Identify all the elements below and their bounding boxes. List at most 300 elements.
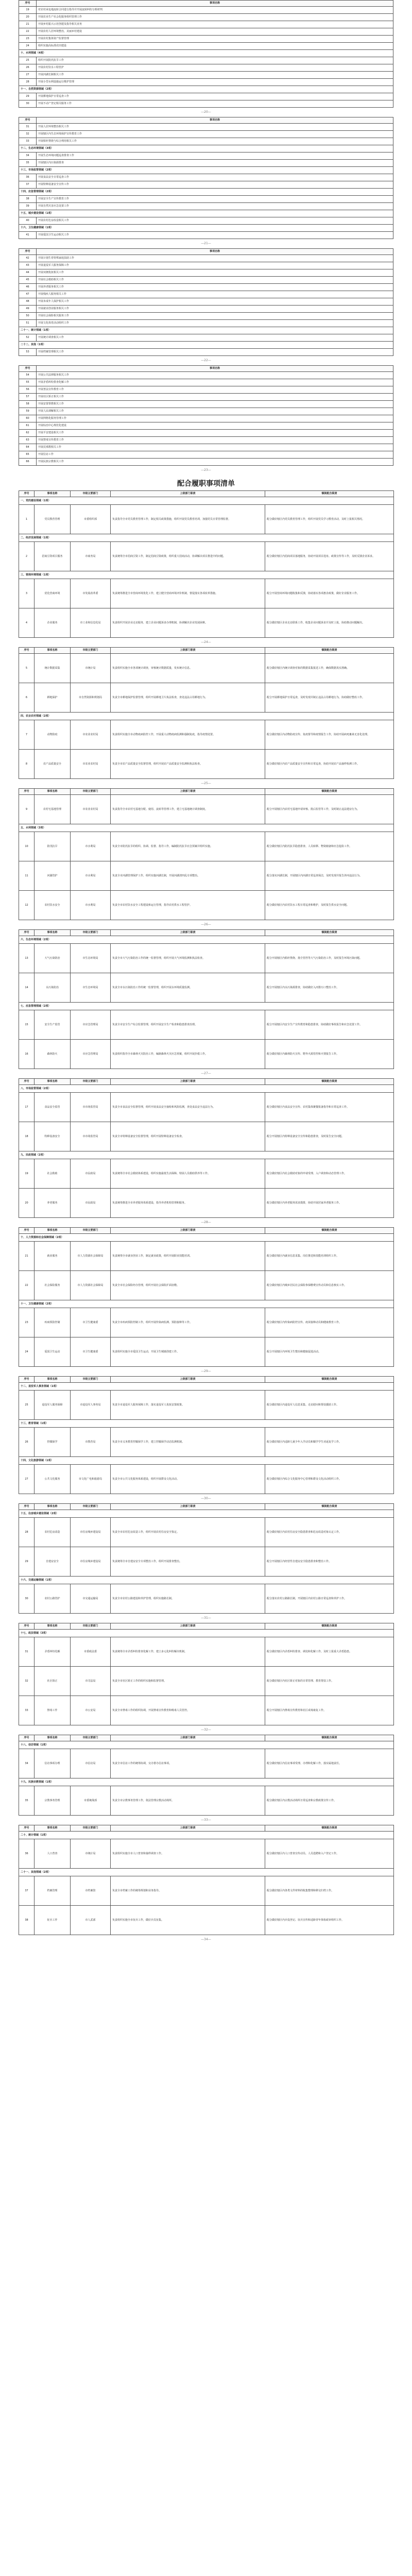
row-town-duty: 配合做好辖区内矛盾纠纷排查、调处和化解工作，及时上报重大矛盾隐患。 [265, 1637, 394, 1667]
row-number: 8 [19, 750, 35, 779]
detail-page [0, 1078, 412, 1227]
item-name: 开展残疾人服务相关工作 [37, 291, 393, 298]
header-name: 事项名称 [35, 1825, 71, 1832]
header-seq: 序号 [19, 1, 37, 7]
section-heading: 二、经济发展领域（1项） [19, 534, 394, 542]
item-name: 开展安置帮教相关工作 [37, 401, 393, 408]
header-dept: 市级主要部门 [71, 930, 111, 936]
detail-table [19, 1227, 394, 1367]
row-town-duty: 配合开展辖区内特种设备安全宣传和隐患排查，及时报告安全问题。 [265, 1122, 394, 1151]
row-name: 爱国卫生运动 [35, 1337, 71, 1367]
row-dept: 市统计局 [71, 654, 111, 683]
item-name: 开展平安建设相关工作 [37, 430, 393, 437]
row-superior-duty: 负责统筹全市自建房安全专项整治工作，组织开展排查整治。 [111, 1547, 265, 1577]
row-superior-duty: 负责全市退役军人服务保障工作，落实退役军人优抚安置政策。 [111, 1391, 265, 1420]
header-dept: 市级主要部门 [71, 789, 111, 795]
row-dept: 市自然资源和规划局 [71, 683, 111, 713]
section-heading: 十四、应急管理领域（2项） [19, 189, 393, 196]
item-name: 开展辖区内污染源排查 [37, 160, 393, 167]
list-title: 配合履职事项清单 [177, 480, 235, 488]
item-number: 22 [19, 28, 37, 36]
row-town-duty: 配合开展营商环境问题收集和反馈，协助落实各项惠企政策，做好企业服务工作。 [265, 579, 394, 608]
item-number: 32 [19, 131, 37, 138]
row-name: 自建房安全 [35, 1547, 71, 1577]
header-town: 镇街配合职责 [265, 648, 394, 654]
item-name: 开展农村集体资产监督管理 [37, 36, 393, 43]
item-name: 开展秸秆禁烧与综合利用相关工作 [37, 138, 393, 145]
page-number: —23— [201, 468, 211, 472]
header-seq: 序号 [19, 1377, 35, 1383]
row-town-duty: 配合做好辖区内综合文化服务中心管理和群众文化活动组织工作。 [265, 1465, 394, 1494]
header-name: 事项名称 [35, 491, 71, 497]
header-superior: 上级部门职责 [111, 930, 265, 936]
row-name: 档案管理 [35, 1876, 71, 1906]
section-heading: 八、市场监管领域（2项） [19, 1085, 394, 1093]
header-town: 镇街配合职责 [265, 930, 394, 936]
row-number: 34 [19, 1749, 35, 1778]
row-superior-duty: 负责全市社区矫正工作的组织实施和监督管理。 [111, 1667, 265, 1696]
row-number: 3 [19, 579, 35, 608]
row-dept: 市卫生健康委 [71, 1308, 111, 1337]
header-seq: 序号 [19, 789, 35, 795]
item-name: 开展人民调解相关工作 [37, 408, 393, 415]
row-dept: 市统计局 [71, 1839, 111, 1869]
section-heading: 六、生态环境领域（2项） [19, 936, 394, 944]
item-table [19, 248, 393, 356]
detail-table [19, 1376, 394, 1494]
row-name: 水污染防治 [35, 973, 71, 1003]
header-name: 事项名称 [35, 930, 71, 936]
row-superior-duty: 负责全市安全生产综合监督管理，组织开展安全生产检查和隐患排查治理。 [111, 1010, 265, 1040]
item-name: 开展农村饮水工程管护 [37, 64, 393, 72]
section-heading: 七、应急管理领域（2项） [19, 1003, 394, 1010]
row-number: 31 [19, 1637, 35, 1667]
row-number: 24 [19, 1337, 35, 1367]
header-town: 镇街配合职责 [265, 1079, 394, 1085]
item-name: 开展未成年人保护相关工作 [37, 298, 393, 306]
row-superior-duty: 负责全市河湖管理保护工作，组织实施河湖长制，开展河湖清四乱专项整治。 [111, 861, 265, 891]
detail-page [0, 1623, 412, 1735]
row-name: 宗教事务管理 [35, 1786, 71, 1816]
page-number: —31— [201, 1616, 211, 1620]
header-town: 镇街配合职责 [265, 1825, 394, 1832]
header-seq: 序号 [19, 1623, 35, 1630]
item-number: 25 [19, 57, 37, 64]
list-page [0, 0, 412, 117]
item-number: 33 [19, 138, 37, 145]
row-name: 控辍保学 [35, 1428, 71, 1457]
header-name: 事项名称 [35, 1079, 71, 1085]
row-superior-duty: 负责统筹推进全市营商环境优化工作，建立健全营商环境评价机制，督促落实各项改革措施。 [111, 579, 265, 608]
row-number: 5 [19, 654, 35, 683]
row-superior-duty: 负责全市信访工作的统筹协调，交办督办信访事项。 [111, 1749, 265, 1778]
item-name: 开展自然灾害应急处置工作 [37, 203, 393, 210]
row-dept: 市人力资源社会保障局 [71, 1242, 111, 1271]
item-number: 66 [19, 459, 37, 466]
header-superior: 上级部门职责 [111, 648, 265, 654]
row-town-duty: 配合做好辖区内动物防疫宣传、免疫督导和疫情报告工作，协助开展病死畜禽无害化处理。 [265, 720, 394, 750]
item-name: 开展食品安全日常巡查工作 [37, 174, 393, 181]
item-name: 开展公共法律服务相关工作 [37, 372, 393, 379]
row-number: 21 [19, 1242, 35, 1271]
header-dept: 市级主要部门 [71, 1079, 111, 1085]
row-number: 4 [19, 608, 35, 638]
page-number: —24— [201, 640, 211, 644]
header-seq: 序号 [19, 491, 35, 497]
row-number: 1 [19, 505, 35, 534]
section-heading: 二十一、其他领域（2项） [19, 1869, 394, 1876]
item-number: 24 [19, 43, 37, 50]
item-number: 26 [19, 64, 37, 72]
row-superior-duty: 负责全市义务教育控辍保学工作，建立控辍保学动态监测机制。 [111, 1428, 265, 1457]
item-number: 46 [19, 284, 37, 291]
header-name: 事项名称 [35, 648, 71, 654]
item-name: 开展退役军人服务保障工作 [37, 262, 393, 269]
row-town-duty: 配合做好辖区内农产品质量安全宣传和日常巡查，协助开展农产品抽样检测工作。 [265, 750, 394, 779]
section-heading: 十三、教育领域（1项） [19, 1420, 394, 1428]
row-number: 37 [19, 1876, 35, 1906]
detail-page [0, 1227, 412, 1376]
row-town-duty: 配合做好辖区内信访事项受理、办理和化解工作，落实属地责任。 [265, 1749, 394, 1778]
item-number: 37 [19, 181, 37, 189]
row-superior-duty: 负责全市农村危房改造工作，组织开展农村住房安全鉴定。 [111, 1518, 265, 1547]
row-name: 征兵工作 [35, 1906, 71, 1935]
header-name: 事项名称 [35, 1623, 71, 1630]
row-number: 26 [19, 1428, 35, 1457]
item-number: 49 [19, 306, 37, 313]
section-heading: 十六、卫生健康领域（1项） [19, 225, 393, 232]
row-number: 27 [19, 1465, 35, 1494]
item-number: 20 [19, 14, 37, 21]
header-name: 事项名称 [35, 1504, 71, 1510]
item-number: 48 [19, 298, 37, 306]
page-number: —34— [201, 1938, 211, 1941]
row-town-duty: 配合做好辖区内农村饮水工程日常巡查和维护，及时报告供水安全问题。 [265, 891, 394, 920]
header-seq: 序号 [19, 1079, 35, 1085]
item-number: 57 [19, 394, 37, 401]
page-number: —26— [201, 923, 211, 926]
item-name: 开展档案管理相关工作 [37, 349, 393, 356]
row-superior-duty: 负责全市大气污染防治工作的统一监督管理，组织开展大气环境监测和执法检查。 [111, 944, 265, 973]
list-page [0, 117, 412, 248]
item-name: 开展网格化服务管理工作 [37, 415, 393, 422]
row-superior-duty: 负责全市社会保险经办管理，组织开展社会保险扩面征缴。 [111, 1271, 265, 1300]
section-heading: 十九、民族宗教领域（1项） [19, 1778, 394, 1786]
row-number: 15 [19, 1010, 35, 1040]
row-number: 36 [19, 1839, 35, 1869]
header-dept: 市级主要部门 [71, 1735, 111, 1741]
header-superior: 上级部门职责 [111, 1825, 265, 1832]
row-town-duty: 配合做好辖区内退役军人信息采集、走访慰问和帮扶援助工作。 [265, 1391, 394, 1420]
row-superior-duty: 负责组织实施全市爱国卫生运动，开展卫生城镇创建工作。 [111, 1337, 265, 1367]
row-name: 党员教育管理 [35, 505, 71, 534]
section-heading: 十、人力资源和社会保障领域（2项） [19, 1234, 394, 1242]
row-town-duty: 配合做好辖区内人口普查宣传动员、人员选聘和入户登记工作。 [265, 1839, 394, 1869]
row-name: 社区矫正 [35, 1667, 71, 1696]
list-page [0, 248, 412, 365]
row-number: 6 [19, 683, 35, 713]
row-name: 企业服务 [35, 608, 71, 638]
item-number: 45 [19, 277, 37, 284]
item-number: 42 [19, 255, 37, 262]
row-number: 14 [19, 973, 35, 1003]
row-superior-duty: 负责全市耕地保护监督管理，组织开展耕地卫片执法检查，查处违法占用耕地行为。 [111, 683, 265, 713]
row-town-duty: 配合做好辖区内适龄儿童少年入学动员和辍学学生劝返复学工作。 [265, 1428, 394, 1457]
item-table [19, 0, 393, 108]
row-name: 安全生产监管 [35, 1010, 71, 1040]
section-heading: 十七、政法领域（3项） [19, 1630, 394, 1637]
row-name: 动物防疫 [35, 720, 71, 750]
row-name: 就业服务 [35, 1242, 71, 1271]
detail-table [19, 788, 394, 920]
page-number: —32— [201, 1728, 211, 1732]
row-town-duty: 配合做好辖区企业走访联系工作，收集企业问题诉求并及时上报，协助推动问题解决。 [265, 608, 394, 638]
row-dept: 市公安局 [71, 1696, 111, 1725]
header-dept: 市级主要部门 [71, 1228, 111, 1234]
header-seq: 序号 [19, 249, 37, 255]
item-name: 开展就业创业服务相关工作 [37, 306, 393, 313]
row-superior-duty: 负责全市特种设备安全监督管理，组织开展特种设备安全检查。 [111, 1122, 265, 1151]
page-number: —25— [201, 782, 211, 785]
row-superior-duty: 负责全市食品安全监督管理，组织开展食品安全抽检和风险监测，查处食品安全违法行为。 [111, 1093, 265, 1122]
detail-page [0, 929, 412, 1078]
row-number: 9 [19, 795, 35, 824]
item-name: 对农村承包地流转合同进行指导并开展流转纠纷分析研判 [37, 7, 393, 14]
row-town-duty: 配合做好辖区内城乡居民社会保险参保缴费宣传动员和信息核实工作。 [265, 1271, 394, 1300]
section-heading: 二十二、其他（1项） [19, 342, 393, 349]
row-town-duty: 配合开展辖区内秸秆禁烧、扬尘管控等大气污染防治工作，及时报告环境污染问题。 [265, 944, 394, 973]
row-superior-duty: 负责全市公共文化服务体系建设，组织开展群众文化活动。 [111, 1465, 265, 1494]
row-dept: 市人武部 [71, 1906, 111, 1935]
row-town-duty: 配合做好辖区内党员教育管理工作，组织开展党员学习教育活动，及时上报相关情况。 [265, 505, 394, 534]
row-town-duty: 配合开展辖区内水污染源排查，协助做好入河排污口整治工作。 [265, 973, 394, 1003]
row-superior-duty: 负责指导全市党员教育管理工作，制定相关政策措施，组织开展党员教育培训，加强党员日常管理监督。 [111, 505, 265, 534]
row-number: 20 [19, 1189, 35, 1218]
row-number: 38 [19, 1906, 35, 1935]
item-name: 开展农村危房改造相关工作 [37, 217, 393, 225]
header-name: 事项名称 [35, 1377, 71, 1383]
row-superior-duty: 负责组织实施全市征兵工作，做好兵员征集。 [111, 1906, 265, 1935]
detail-page [0, 788, 412, 929]
row-number: 2 [19, 542, 35, 571]
detail-page [0, 1376, 412, 1503]
header-name: 事项名称 [37, 1, 393, 7]
row-town-duty: 配合开展辖区内环境卫生整治和健康促进活动。 [265, 1337, 394, 1367]
row-name: 大气污染防治 [35, 944, 71, 973]
header-superior: 上级部门职责 [111, 1079, 265, 1085]
item-name: 开展特种设备安全宣传工作 [37, 181, 393, 189]
section-heading: 一、党的建设领域（1项） [19, 497, 394, 505]
row-town-duty: 配合开展辖区内安全生产宣传教育和隐患排查，协助做好事故报告和应急处置工作。 [265, 1010, 394, 1040]
row-dept: 市水利局 [71, 891, 111, 920]
row-dept: 市农业农村局 [71, 750, 111, 779]
header-dept: 市级主要部门 [71, 1623, 111, 1630]
section-heading: 十三、市场监管领域（2项） [19, 167, 393, 174]
row-town-duty: 配合做好辖区内社区矫正对象的日常管理、教育帮扶工作。 [265, 1667, 394, 1696]
row-number: 29 [19, 1547, 35, 1577]
row-number: 13 [19, 944, 35, 973]
item-number: 65 [19, 451, 37, 459]
row-number: 25 [19, 1391, 35, 1420]
row-superior-duty: 负责全市农产品质量安全监督管理，组织开展农产品质量安全监测和执法检查。 [111, 750, 265, 779]
section-heading: 十一、自然资源领域（2项） [19, 86, 393, 93]
row-dept: 市民政局 [71, 1159, 111, 1189]
header-town: 镇街配合职责 [265, 1623, 394, 1630]
header-dept: 市级主要部门 [71, 1377, 111, 1383]
row-number: 10 [19, 832, 35, 861]
detail-page [0, 490, 412, 647]
row-dept: 市住房城乡建设局 [71, 1547, 111, 1577]
row-dept: 市委统战部 [71, 1786, 111, 1816]
row-name: 社会保险服务 [35, 1271, 71, 1300]
header-town: 镇街配合职责 [265, 789, 394, 795]
item-number: 43 [19, 262, 37, 269]
page-number: —22— [201, 359, 211, 362]
row-superior-duty: 负责全市防汛抗旱的组织、协调、监督、指导工作，编制防汛抗旱应急预案并组织实施。 [111, 832, 265, 861]
row-superior-duty: 负责组织开展企业走访服务，建立企业问题诉求办理机制，协调解决企业发展困难。 [111, 608, 265, 638]
row-number: 7 [19, 720, 35, 750]
row-town-duty: 配合做好辖区内统计调查对象的数据采集报送工作，确保数据真实准确。 [265, 654, 394, 683]
row-town-duty: 配合开展耕地保护日常巡查，及时发现并制止违法占用耕地行为，协助做好整改工作。 [265, 683, 394, 713]
row-number: 18 [19, 1122, 35, 1151]
page-number: —33— [201, 1818, 211, 1822]
row-town-duty: 配合做好辖区内食品安全宣传、农村集体聚餐报备指导和日常巡查工作。 [265, 1093, 394, 1122]
header-dept: 市级主要部门 [71, 1504, 111, 1510]
item-name: 开展信访工作 [37, 451, 393, 459]
item-number: 30 [19, 100, 37, 108]
row-town-duty: 配合做好辖区内传染病防控宣传、疫苗接种动员和健康教育工作。 [265, 1308, 394, 1337]
row-town-duty: 配合做好辖区内森林防火宣传、野外火源管控和火情报告工作。 [265, 1040, 394, 1069]
row-name: 农村公路管护 [35, 1584, 71, 1614]
row-dept: 市生态环境局 [71, 944, 111, 973]
item-name: 开展普法宣传教育工作 [37, 386, 393, 394]
row-town-duty: 配合落实河湖长制，开展辖区内河湖日常巡查保洁，及时发现并报告涉河违法行为。 [265, 861, 394, 891]
item-name: 开展不动产登记相关服务工作 [37, 100, 393, 108]
row-name: 农村宅基地管理 [35, 795, 71, 824]
item-name: 开展耕地保护日常巡查工作 [37, 93, 393, 100]
header-town: 镇街配合职责 [265, 491, 394, 497]
row-superior-duty: 负责统筹全市招商引资工作，制定招商引资政策，组织重大招商活动，协调解决项目推进中的问题。 [111, 542, 265, 571]
row-dept: 市交通运输局 [71, 1584, 111, 1614]
item-name: 开展统计调查相关工作 [37, 334, 393, 342]
row-name: 养老服务 [35, 1189, 71, 1218]
detail-table [19, 647, 394, 779]
row-town-duty: 配合做好辖区内养老服务需求摸排，协助开展居家养老服务工作。 [265, 1189, 394, 1218]
item-number: 36 [19, 174, 37, 181]
item-name: 开展乡村振兴示范创建及指导相关业务 [37, 21, 393, 28]
section-heading: 十八、信访领域（1项） [19, 1741, 394, 1749]
row-town-duty: 配合做好辖区内就业信息采集、岗位推送和技能培训组织工作。 [265, 1242, 394, 1271]
header-name: 事项名称 [37, 366, 393, 372]
item-name: 开展民族宗教相关工作 [37, 459, 393, 466]
item-number: 47 [19, 291, 37, 298]
section-heading: 十六、交通运输领域（1项） [19, 1577, 394, 1584]
item-number: 44 [19, 269, 37, 277]
page-number: —30— [201, 1497, 211, 1500]
row-town-duty: 配合落实农村公路路长制，开展辖区内农村公路日常巡查和养护工作。 [265, 1584, 394, 1614]
row-name: 优化营商环境 [35, 579, 71, 608]
item-name: 开展双拥优抚相关工作 [37, 269, 393, 277]
item-number: 55 [19, 379, 37, 386]
row-dept: 市民政局 [71, 1189, 111, 1218]
row-name: 农村饮水安全 [35, 891, 71, 920]
item-name: 组织实施高标准农田建设 [37, 43, 393, 50]
row-superior-duty: 负责全市农村饮水安全工程建设和运行管理，指导农村供水工程管护。 [111, 891, 265, 920]
item-name: 开展爱国卫生运动相关工作 [37, 232, 393, 239]
row-dept: 市人力资源社会保障局 [71, 1271, 111, 1300]
page-number: —27— [201, 1072, 211, 1075]
header-seq: 序号 [19, 930, 35, 936]
row-dept: 市档案馆 [71, 1876, 111, 1906]
section-heading: 十二、生态环境领域（3项） [19, 145, 393, 152]
row-name: 食品安全监管 [35, 1093, 71, 1122]
row-town-duty: 配合做好辖区内防汛抗旱隐患排查、人员转移、物资储备和应急抢险工作。 [265, 832, 394, 861]
header-superior: 上级部门职责 [111, 1504, 265, 1510]
row-dept: 市水利局 [71, 861, 111, 891]
row-superior-duty: 负责组织实施全市动物疫病防控工作，开展重大动物疫病监测和强制免疫，指导疫情处置。 [111, 720, 265, 750]
item-number: 34 [19, 152, 37, 160]
row-name: 社会救助 [35, 1159, 71, 1189]
row-dept: 市水利局 [71, 832, 111, 861]
detail-page [0, 1503, 412, 1623]
header-dept: 市级主要部门 [71, 491, 111, 497]
row-town-duty: 配合做好辖区内各类文件材料的收集整理和移交归档工作。 [265, 1876, 394, 1906]
item-number: 41 [19, 232, 37, 239]
section-heading: 十一、卫生健康领域（2项） [19, 1300, 394, 1308]
page-number: —21— [201, 242, 211, 245]
row-superior-duty: 负责全市禁毒工作的组织协调，开展禁毒宣传教育和吸毒人员管控。 [111, 1696, 265, 1725]
row-superior-duty: 负责指导全市农村宅基地分配、使用、流转等管理工作，建立宅基地统计调查制度。 [111, 795, 265, 824]
row-dept: 市委政法委 [71, 1637, 111, 1667]
item-number: 50 [19, 313, 37, 320]
row-name: 招商引资项目服务 [35, 542, 71, 571]
row-name: 公共文化服务 [35, 1465, 71, 1494]
row-superior-duty: 负责全市农村公路建设和养护管理，组织实施路长制。 [111, 1584, 265, 1614]
row-name: 疾病预防控制 [35, 1308, 71, 1337]
header-dept: 市级主要部门 [71, 1825, 111, 1832]
row-superior-duty: 负责组织指导全市森林火灾防治工作，编制森林火灾应急预案，组织开展扑救工作。 [111, 1040, 265, 1069]
section-heading: 十四、文化旅游领域（1项） [19, 1457, 394, 1465]
detail-page [0, 647, 412, 788]
section-heading: 十、水利领域（4项） [19, 50, 393, 57]
row-number: 11 [19, 861, 35, 891]
section-heading: 三、营商环境领域（1项） [19, 571, 394, 579]
item-name: 开展人居环境整治相关工作 [37, 124, 393, 131]
item-name: 开展养老服务相关工作 [37, 284, 393, 291]
row-number: 12 [19, 891, 35, 920]
detail-table [19, 490, 394, 638]
header-seq: 序号 [19, 648, 35, 654]
detail-table [19, 1623, 394, 1725]
item-number: 23 [19, 36, 37, 43]
header-seq: 序号 [19, 1228, 35, 1234]
row-dept: 市司法局 [71, 1667, 111, 1696]
row-name: 信访事项办理 [35, 1749, 71, 1778]
section-heading: 十二、退役军人事务领域（1项） [19, 1383, 394, 1391]
row-name: 禁毒工作 [35, 1696, 71, 1725]
row-number: 28 [19, 1518, 35, 1547]
row-town-duty: 配合开展辖区内禁毒宣传教育和社区戒毒康复工作。 [265, 1696, 394, 1725]
row-superior-duty: 负责统筹全市就业创业工作，制定就业政策，组织开展职业技能培训。 [111, 1242, 265, 1271]
row-dept: 市市场监管局 [71, 1093, 111, 1122]
detail-page [0, 1735, 412, 1825]
row-town-duty: 配合做好辖区内兵役登记、征兵宣传和适龄青年体检政审组织工作。 [265, 1906, 394, 1935]
row-dept: 市文化广电和旅游局 [71, 1465, 111, 1494]
header-town: 镇街配合职责 [265, 1735, 394, 1741]
row-town-duty: 配合开展辖区内经营性自建房安全隐患排查和整治工作。 [265, 1547, 394, 1577]
row-dept: 市商务局 [71, 542, 111, 571]
section-heading: 四、农业农村领域（2项） [19, 713, 394, 720]
